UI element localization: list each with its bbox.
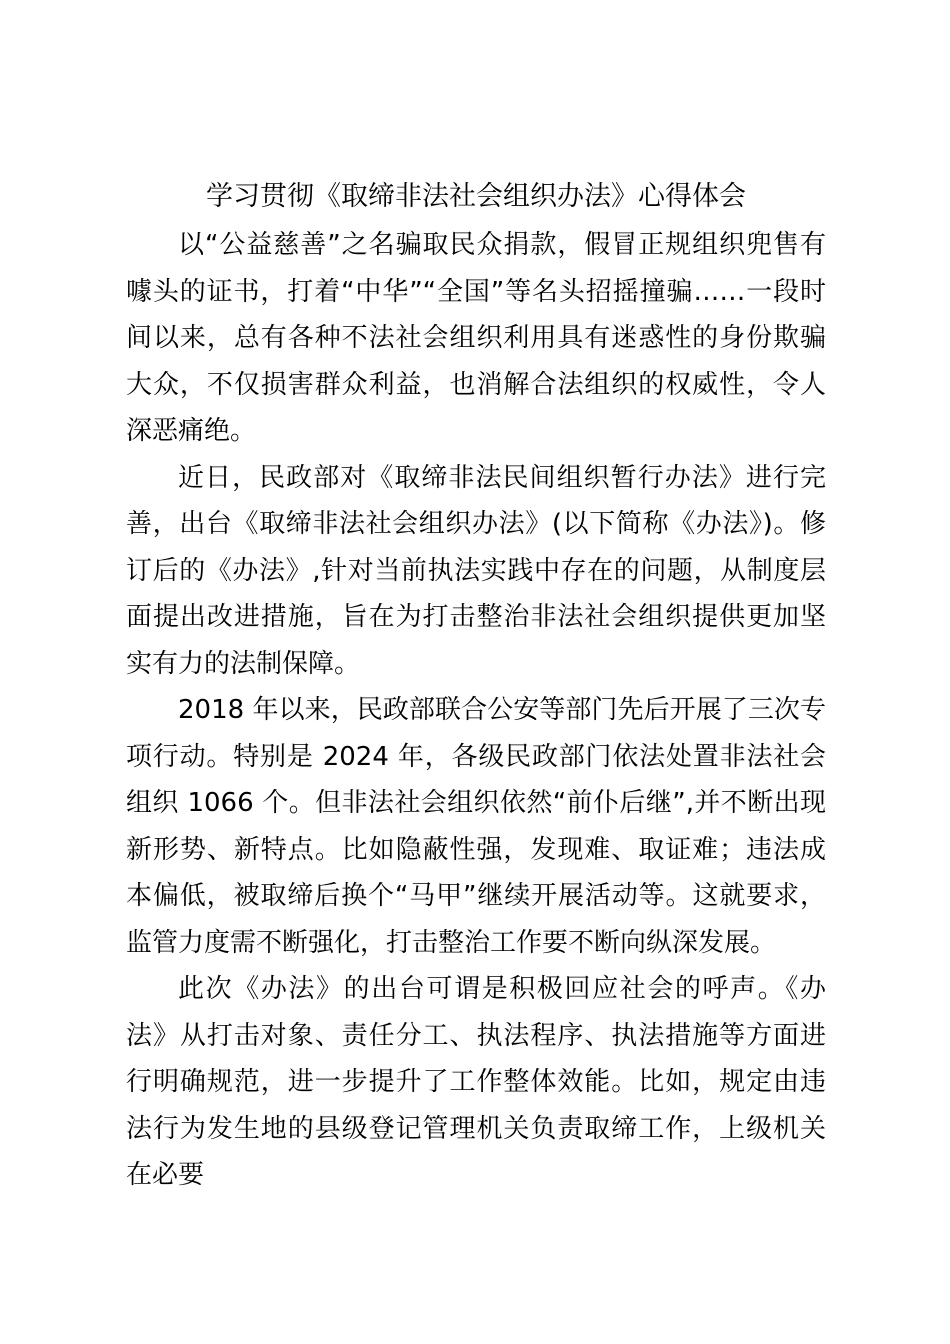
paragraph-4: 此次《办法》的出台可谓是积极回应社会的呼声。《办法》从打击对象、责任分工、执法程序、执法措施等方面进行明确规范，进一步提升了工作整体效能。比如，规定由违法行为发生地的县级登记管理机关负责取缔工作，上级机关在必要 bbox=[126, 974, 826, 1190]
document-title: 学习贯彻《取缔非法社会组织办法》心得体会 bbox=[206, 181, 746, 212]
paragraph-1: 以“公益慈善”之名骗取民众捐款，假冒正规组织兜售有噱头的证书，打着“中华”“全国”等名头招摇撞骗……一段时间以来，总有各种不法社会组织利用具有迷惑性的身份欺骗大众，不仅损害群众利益，也消解合法组织的权威性，令人深恶痛绝。 bbox=[126, 230, 826, 446]
paragraph-3: 2018 年以来，民政部联合公安等部门先后开展了三次专项行动。特别是 2024 年，各级民政部门依法处置非法社会组织 1066 个。但非法社会组织依然“前仆后继”,并不断出现新形势、新特点。比如隐蔽性强，发现难、取证难；违法成本偏低，被取缔后换个“马甲”继续开展活动等。这就要求，监管力度需不断强化，打击整治工作要不断向纵深发展。 bbox=[126, 695, 826, 958]
paragraph-2: 近日，民政部对《取缔非法民间组织暂行办法》进行完善，出台《取缔非法社会组织办法》(以下简称《办法》)。修订后的《办法》,针对当前执法实践中存在的问题，从制度层面提出改进措施，旨在为打击整治非法社会组织提供更加坚实有力的法制保障。 bbox=[126, 462, 826, 679]
document-body bbox=[126, 172, 826, 1199]
